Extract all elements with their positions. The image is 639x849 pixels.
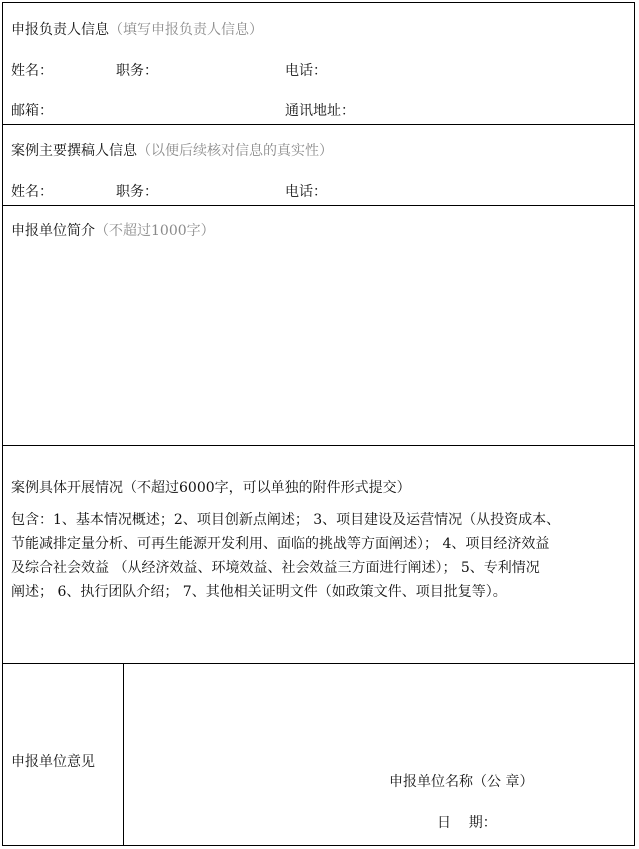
org-intro-hint: （不超过1000字） <box>95 223 215 239</box>
case-details-title: 案例具体开展情况（不超过6000字，可以单独的附件形式提交） <box>11 480 411 496</box>
org-opinion-area[interactable] <box>124 664 634 844</box>
writer-hint: （以便后续核对信息的真实性） <box>137 143 333 159</box>
org-intro-heading <box>11 222 215 240</box>
writer-title: 案例主要撰稿人信息 <box>11 143 137 159</box>
org-intro-title: 申报单位简介 <box>11 223 95 239</box>
responsible-name-field[interactable]: 姓名： <box>11 63 53 79</box>
case-details-description <box>11 508 627 604</box>
org-intro-input-area[interactable] <box>3 243 634 443</box>
responsible-position-field[interactable]: 职务： <box>116 63 158 79</box>
responsible-phone-field[interactable]: 电话： <box>285 63 327 79</box>
divider <box>3 445 634 446</box>
case-details-line: 节能减排定量分析、可再生能源开发利用、面临的挑战等方面阐述）； 4、项目经济效益 <box>11 536 550 552</box>
responsible-email-field[interactable]: 邮箱： <box>11 103 53 119</box>
writer-heading <box>11 142 333 160</box>
responsible-address-field[interactable]: 通讯地址： <box>285 103 355 119</box>
case-details-line: 及综合社会效益 （从经济效益、环境效益、社会效益三方面进行阐述）； 5、专利情况 <box>11 560 540 576</box>
responsible-person-title: 申报负责人信息 <box>11 22 109 38</box>
org-name-seal-label: 申报单位名称（公 章） <box>389 774 534 790</box>
writer-phone-field[interactable]: 电话： <box>285 184 327 200</box>
date-label: 日 期： <box>437 815 497 831</box>
responsible-person-hint: （填写申报负责人信息） <box>109 22 263 38</box>
org-opinion-label: 申报单位意见 <box>11 754 95 770</box>
divider <box>3 205 634 206</box>
responsible-person-heading <box>11 21 263 39</box>
writer-name-field[interactable]: 姓名： <box>11 184 53 200</box>
case-details-line: 包含：1、基本情况概述；2、项目创新点阐述； 3、项目建设及运营情况（从投资成本、 <box>11 512 561 528</box>
application-form <box>2 2 635 846</box>
case-details-line: 阐述； 6、执行团队介绍； 7、其他相关证明文件（如政策文件、项目批复等）。 <box>11 584 507 600</box>
divider <box>3 124 634 125</box>
writer-position-field[interactable]: 职务： <box>116 184 158 200</box>
